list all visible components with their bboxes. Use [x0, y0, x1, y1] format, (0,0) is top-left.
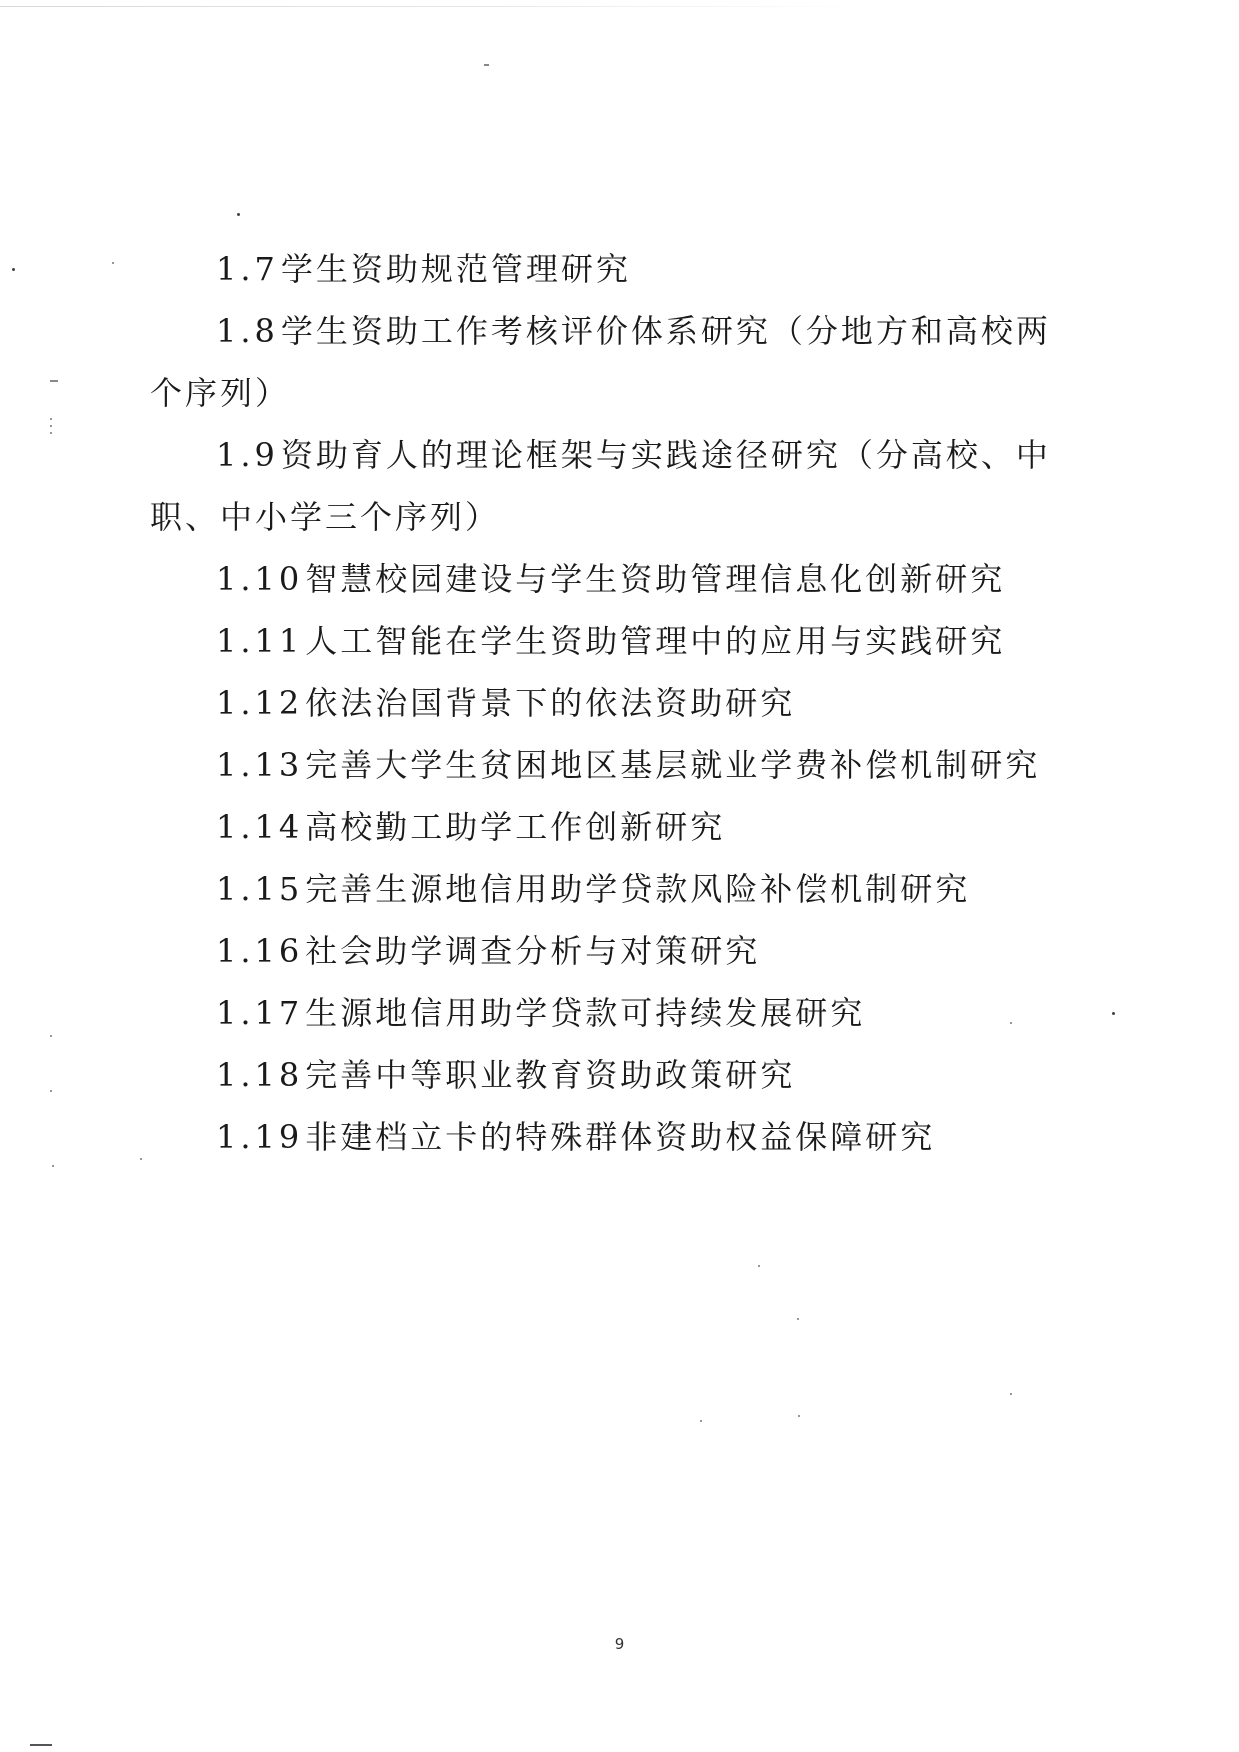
list-item [150, 672, 1070, 734]
item-number: 1.12 [216, 684, 304, 722]
scan-speck [52, 1165, 54, 1167]
list-item [150, 424, 1070, 548]
list-item [150, 796, 1070, 858]
item-number: 1.17 [216, 994, 304, 1032]
scan-edge-line [0, 6, 1239, 7]
item-text: 非建档立卡的特殊群体资助权益保障研究 [305, 1118, 936, 1156]
item-text: 依法治国背景下的依法资助研究 [305, 684, 796, 722]
scan-speck [1010, 1022, 1012, 1024]
item-text: 资助育人的理论框架与实践途径研究（分高校、中职、中小学三个序列） [150, 436, 1051, 536]
list-item [150, 238, 1070, 300]
item-text: 人工智能在学生资助管理中的应用与实践研究 [305, 622, 1006, 660]
item-text: 智慧校园建设与学生资助管理信息化创新研究 [305, 560, 1006, 598]
item-text: 高校勤工助学工作创新研究 [305, 808, 726, 846]
list-item [150, 1044, 1070, 1106]
item-text: 完善大学生贫困地区基层就业学费补偿机制研究 [305, 746, 1041, 784]
scan-speck [700, 1420, 702, 1422]
item-text: 学生资助规范管理研究 [280, 250, 631, 288]
scan-speck [1010, 1393, 1012, 1395]
list-item [150, 858, 1070, 920]
scan-speck [798, 1415, 800, 1417]
scan-speck [50, 1035, 52, 1037]
scan-speck [140, 1158, 142, 1160]
item-text: 生源地信用助学贷款可持续发展研究 [305, 994, 866, 1032]
list-item [150, 300, 1070, 424]
list-item [150, 734, 1070, 796]
research-topic-list [150, 238, 1070, 1168]
page-number: 9 [614, 1635, 625, 1653]
item-text: 社会助学调查分析与对策研究 [305, 932, 761, 970]
scan-speck [50, 425, 52, 427]
item-number: 1.19 [216, 1118, 304, 1156]
scan-speck [50, 1090, 52, 1092]
item-number: 1.9 [216, 436, 279, 474]
item-number: 1.8 [216, 312, 279, 350]
item-number: 1.18 [216, 1056, 304, 1094]
list-item [150, 1106, 1070, 1168]
list-item [150, 548, 1070, 610]
item-number: 1.15 [216, 870, 304, 908]
scan-speck [797, 1318, 799, 1320]
item-number: 1.14 [216, 808, 304, 846]
scan-mark [30, 1744, 52, 1746]
item-number: 1.10 [216, 560, 304, 598]
scan-speck [758, 1265, 760, 1267]
item-text: 学生资助工作考核评价体系研究（分地方和高校两个序列） [150, 312, 1051, 412]
scan-speck [50, 432, 52, 434]
list-item [150, 982, 1070, 1044]
item-number: 1.16 [216, 932, 304, 970]
item-number: 1.11 [216, 622, 304, 660]
scan-speck [50, 418, 52, 420]
scan-speck [12, 268, 15, 271]
scan-mark [484, 64, 489, 66]
item-number: 1.13 [216, 746, 304, 784]
scan-speck [1112, 1012, 1115, 1015]
list-item [150, 610, 1070, 672]
scan-speck [237, 213, 240, 216]
list-item [150, 920, 1070, 982]
item-text: 完善中等职业教育资助政策研究 [305, 1056, 796, 1094]
scan-speck [112, 262, 114, 264]
scan-mark [50, 380, 58, 382]
item-text: 完善生源地信用助学贷款风险补偿机制研究 [305, 870, 971, 908]
item-number: 1.7 [216, 250, 279, 288]
